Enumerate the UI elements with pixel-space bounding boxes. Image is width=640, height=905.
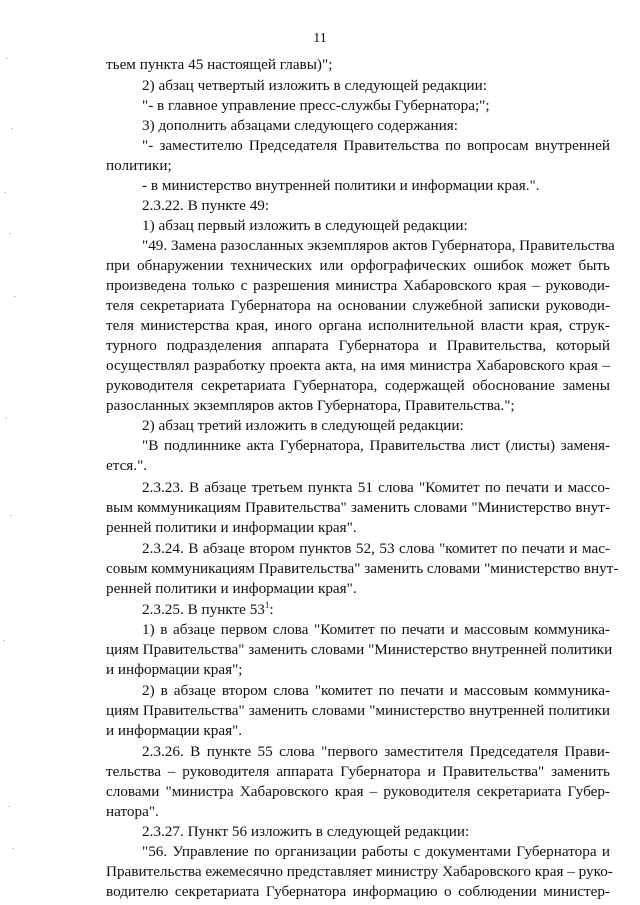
text-line: "- заместителю Председателя Правительства по вопросам внутренней [142, 137, 610, 154]
text-line: теля министерства края, иного органа исполнительной власти края, струк- [106, 317, 610, 334]
text-line: и информации края"; [106, 661, 243, 678]
text-line-2-3-25 [142, 601, 610, 618]
text-line: политики; [106, 157, 172, 174]
text-line: 1) абзац первый изложить в следующей редакции: [142, 217, 468, 234]
text-line: словами "министра Хабаровского края – руководителя секретариата Губер- [106, 783, 610, 800]
text-line: 2.3.23. В абзаце третьем пункта 51 слова "Комитет по печати и массо- [142, 479, 610, 496]
superscript: 1 [264, 600, 270, 610]
text-line: "В подлиннике акта Губернатора, Правительства лист (листы) заменя- [142, 437, 610, 454]
text-line: тельства – руководителя аппарата Губернатора и Правительства" заменить [106, 763, 610, 780]
text-line: 1) в абзаце первом слова "Комитет по печати и массовым коммуника- [142, 621, 610, 638]
text-line: осуществлял разработку проекта акта, на имя министра Хабаровского края – [106, 357, 610, 374]
text-line: 2) абзац третий изложить в следующей редакции: [142, 417, 464, 434]
text-line: "- в главное управление пресс-службы Губернатора;"; [142, 97, 490, 114]
text-line: - в министерство внутренней политики и информации края.". [142, 177, 540, 194]
text-line: циям Правительства" заменить словами "министерство внутренней политики [106, 702, 610, 719]
text-line: 2.3.27. Пункт 56 изложить в следующей редакции: [142, 823, 470, 840]
text-line: 2.3.26. В пункте 55 слова "первого заместителя Председателя Прави- [142, 743, 610, 760]
text-line: Правительства ежемесячно представляет министру Хабаровского края – руко- [106, 863, 613, 880]
text-line-suffix: : [269, 601, 274, 618]
text-line: "56. Управление по организации работы с документами Губернатора и [142, 843, 610, 860]
text-line: 2) в абзаце втором слова "комитет по печати и массовым коммуника- [142, 682, 610, 699]
text-line: 2.3.22. В пункте 49: [142, 197, 270, 214]
scan-edge-noise [0, 0, 24, 905]
text-line: при обнаружении технических или орфографических ошибок может быть [106, 257, 610, 274]
text-line: 2.3.25. В пункте 53 [142, 601, 265, 618]
text-line: руководителя секретариата Губернатора, содержащей обоснование замены [106, 377, 610, 394]
text-line: произведена только с разрешения министра Хабаровского края – руководи- [106, 277, 610, 294]
text-line: разосланных экземпляров актов Губернатора, Правительства."; [106, 397, 515, 414]
text-line: ренней политики и информации края". [106, 580, 357, 597]
text-line: совым коммуникациям Правительства" заменить словами "министерство внут- [106, 560, 619, 577]
text-line: вым коммуникациям Правительства" заменить словами "Министерство внут- [106, 499, 610, 516]
text-line: водителю секретариата Губернатора информацию о соблюдении министер- [106, 883, 610, 900]
text-line: циям Правительства" заменить словами "Министерство внутренней политики [106, 641, 613, 658]
text-line: ренней политики и информации края". [106, 519, 357, 536]
text-line: натора". [106, 803, 159, 820]
text-line: ется.". [106, 457, 148, 474]
text-line: и информации края". [106, 722, 243, 739]
text-line: 3) дополнить абзацами следующего содержания: [142, 117, 458, 134]
page-number: 11 [313, 31, 327, 46]
text-line: тьем пункта 45 настоящей главы)"; [106, 56, 333, 73]
text-line: "49. Замена разосланных экземпляров актов Губернатора, Правительства [142, 237, 615, 254]
text-line: теля секретариата Губернатора на основании служебной записки руководи- [106, 297, 610, 314]
text-line: 2.3.24. В абзаце втором пунктов 52, 53 слова "комитет по печати и мас- [142, 540, 610, 557]
text-line: турного подразделения аппарата Губернатора и Правительства, который [106, 337, 610, 354]
text-line: 2) абзац четвертый изложить в следующей редакции: [142, 77, 487, 94]
